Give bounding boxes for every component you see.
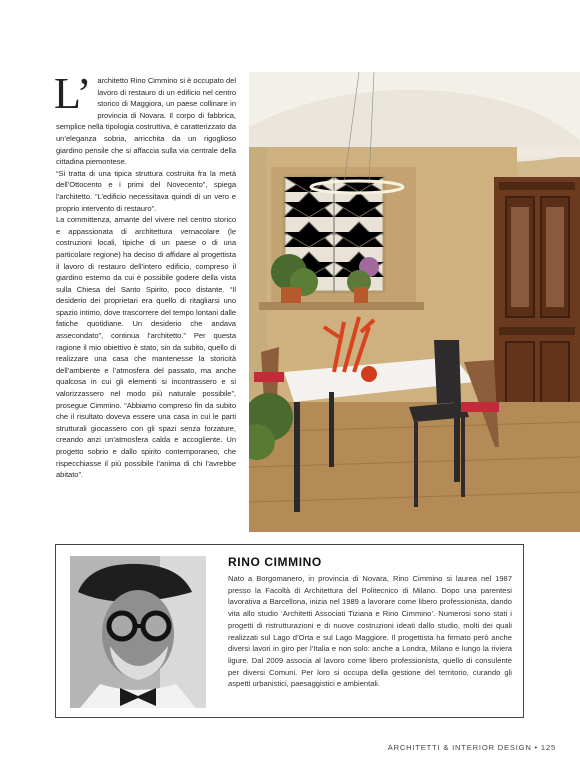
page-footer: ARCHITETTI & INTERIOR DESIGN • 125 bbox=[387, 743, 556, 752]
architect-portrait bbox=[70, 556, 206, 708]
drop-cap: L’ bbox=[54, 69, 92, 118]
portrait-illustration bbox=[70, 556, 206, 708]
dining-room-photo bbox=[249, 72, 580, 532]
author-bio-box bbox=[55, 544, 524, 718]
article-paragraph-3: La committenza, amante del vivere nel centro storico e appassionata di architettura vernacolare (le costruzioni locali, tipiche di un paese o di una particolare regione) ha deciso di affidare al progettista il lavoro di restauro dell’intero edificio, compreso il giardino esterno da cui è possibile godere della vista sulla Chiesa del Santo Spirito, poco distante. “Il desiderio dei proprietari era quello di ritagliarsi uno spazio intimo, dove trascorrere del tempo lontani dalle fatiche quotidiane. Un desiderio che andava assecondato”, continua l’architetto.” Per questa ragione il mio obiettivo è stato, sin da subito, quello di realizzare una casa che mantenesse la storicità dell’ambiente e l’atmosfera del passato, ma anche qualcosa in cui gli elementi si incontrassero e si valorizzassero nel modo più naturale possibile”, prosegue Cimmino. “Abbiamo compreso fin da subito che il risultato doveva essere una casa in cui le parti strutturali giocassero con gli spazi senza forzature, creando anzi un’atmosfera calda e accogliente. Un progetto sobrio e dallo spirito contemporaneo, che rispecchiasse il più possibile l’anima di chi l’avrebbe abitato”. bbox=[56, 215, 236, 480]
bio-text: Nato a Borgomanero, in provincia di Novara, Rino Cimmino si laurea nel 1987 presso la Facoltà di Architettura del Politecnico di Milano. Dopo una parentesi lavorativa a Barcellona, inizia nel 1989 a lavorare come libero professionista, dando vita allo studio ‘Architetti Associati Tiziana e Rino Cimmino’. Numerosi sono stati i progetti di ristrutturazioni e di nuove costruzioni ideati dallo studio, molti dei quali realizzati sul Lago d’Orta e sul Lago Maggiore. Il progettista ha firmato però anche diversi lavori in giro per l’Italia e non solo: anche a Londra, Milano e lungo la riviera ligure. Dal 2009 associa al lavoro come libero professionista, quello di consulente per diversi Comuni. Per loro si occupa della gestione del territorio, curando gli aspetti urbanistici, paesaggistici e ambientali. bbox=[228, 574, 512, 689]
bio-name-heading: RINO CIMMINO bbox=[228, 555, 322, 569]
dining-room-illustration bbox=[249, 72, 580, 532]
article-paragraph-1: architetto Rino Cimmino si è occupato del lavoro di restauro di un edificio nel centro storico di Maggiora, un paese collinare in provincia di Novara. Il corpo di fabbrica, semplice nella tipologia costruttiva, è caratterizzato da un’eleganza sobria, arricchita da un rigoglioso giardino pensile che si affaccia sulla via centrale della cittadina piemontese. bbox=[56, 76, 236, 167]
article-paragraph-2: “Si tratta di una tipica struttura costruita fra la metà dell’Ottocento e i primi del Novecento”, spiega l’architetto. “L’edificio necessitava quindi di un vero e proprio intervento di restauro”. bbox=[56, 168, 236, 213]
article-body bbox=[54, 69, 236, 481]
